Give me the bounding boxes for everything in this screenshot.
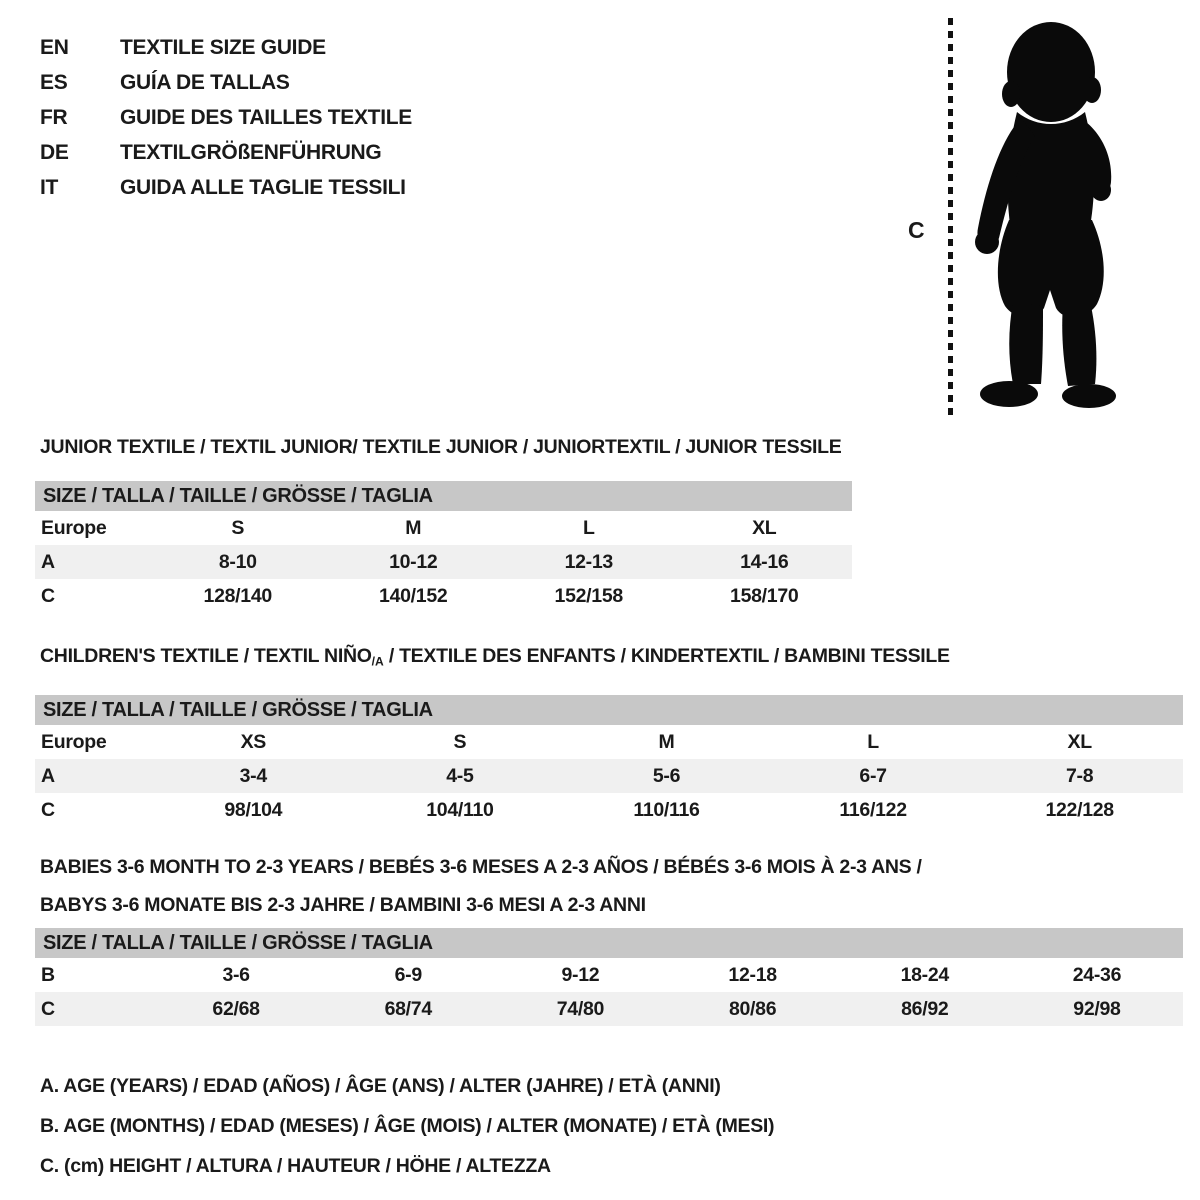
size-cell: L	[867, 731, 879, 754]
height-cell: 68/74	[384, 998, 432, 1020]
size-cell: S	[453, 731, 467, 754]
row-label: Europe	[41, 731, 107, 754]
age-months-cell: 12-18	[728, 964, 777, 986]
guide-title: GUIDA ALLE TAGLIE TESSILI	[120, 176, 406, 199]
table-row	[35, 958, 1183, 992]
table-row	[35, 725, 1183, 759]
height-cell: 110/116	[633, 799, 700, 822]
footnote-age-years: A. AGE (YEARS) / EDAD (AÑOS) / ÂGE (ANS) / ALTER (JAHRE) / ETÀ (ANNI)	[40, 1075, 721, 1097]
heading-line-2: BABYS 3-6 MONATE BIS 2-3 JAHRE / BAMBINI 3-6 MESI A 2-3 ANNI	[40, 894, 646, 916]
babies-section-heading	[35, 848, 1183, 924]
age-cell: 14-16	[740, 551, 789, 573]
height-cell: 116/122	[839, 799, 907, 822]
heading-line-1: BABIES 3-6 MONTH TO 2-3 YEARS / BEBÉS 3-6 MESES A 2-3 AÑOS / BÉBÉS 3-6 MOIS À 2-3 ANS /	[40, 856, 922, 878]
height-cell: 62/68	[212, 998, 260, 1020]
junior-textile-section	[35, 435, 852, 613]
age-cell: 3-4	[239, 765, 267, 788]
size-band-header: SIZE / TALLA / TAILLE / GRÖSSE / TAGLIA	[35, 695, 1183, 725]
language-code: DE	[40, 141, 69, 164]
row-label: C	[41, 998, 55, 1020]
heading-subscript: /A	[371, 654, 384, 669]
toddler-silhouette-icon	[963, 14, 1145, 420]
age-months-cell: 24-36	[1072, 964, 1122, 986]
legend-footnotes	[40, 1066, 774, 1186]
age-cell: 10-12	[389, 551, 438, 573]
junior-section-heading: JUNIOR TEXTILE / TEXTIL JUNIOR/ TEXTILE JUNIOR / JUNIORTEXTIL / JUNIOR TESSILE	[40, 436, 842, 458]
age-cell: 6-7	[859, 765, 887, 788]
size-band-header: SIZE / TALLA / TAILLE / GRÖSSE / TAGLIA	[35, 928, 1183, 958]
height-measure-label: C	[908, 217, 925, 243]
language-row-fr	[40, 100, 412, 135]
childrens-section-heading	[35, 644, 1183, 674]
table-row	[35, 545, 852, 579]
footnote-height: C. (cm) HEIGHT / ALTURA / HAUTEUR / HÖHE / ALTEZZA	[40, 1155, 551, 1177]
language-row-de	[40, 135, 412, 170]
age-cell: 7-8	[1066, 765, 1094, 788]
height-cell: 128/140	[203, 585, 272, 607]
language-code: FR	[40, 106, 68, 129]
language-code: ES	[40, 71, 68, 94]
table-row	[35, 579, 852, 613]
size-cell: S	[231, 517, 245, 539]
height-cell: 122/128	[1045, 799, 1114, 822]
age-months-cell: 3-6	[222, 964, 250, 986]
row-label: C	[41, 585, 55, 607]
row-label: A	[41, 765, 55, 788]
height-cell: 158/170	[730, 585, 799, 607]
heading-text: / TEXTILE DES ENFANTS / KINDERTEXTIL / BAMBINI TESSILE	[383, 645, 950, 667]
age-cell: 4-5	[446, 765, 474, 788]
row-label: C	[41, 799, 55, 822]
language-row-es	[40, 65, 412, 100]
table-row	[35, 511, 852, 545]
height-cell: 98/104	[224, 799, 283, 822]
size-cell: M	[405, 517, 422, 539]
age-cell: 5-6	[652, 765, 681, 788]
height-cell: 104/110	[426, 799, 494, 822]
size-cell: XL	[752, 517, 777, 539]
childrens-textile-section	[35, 644, 1183, 827]
age-cell: 8-10	[218, 551, 257, 573]
height-cell: 86/92	[901, 998, 949, 1020]
size-band-header: SIZE / TALLA / TAILLE / GRÖSSE / TAGLIA	[35, 481, 852, 511]
height-cell: 74/80	[556, 998, 605, 1020]
language-code: IT	[40, 176, 59, 199]
guide-title: TEXTILE SIZE GUIDE	[120, 36, 326, 59]
language-row-en	[40, 30, 412, 65]
language-row-it	[40, 170, 412, 205]
footnote-age-months: B. AGE (MONTHS) / EDAD (MESES) / ÂGE (MOIS) / ALTER (MONATE) / ETÀ (MESI)	[40, 1115, 775, 1137]
babies-textile-section	[35, 848, 1183, 1026]
height-dashed-line	[948, 18, 953, 418]
guide-title: GUÍA DE TALLAS	[120, 71, 290, 94]
table-row	[35, 793, 1183, 827]
age-months-cell: 18-24	[900, 964, 949, 986]
age-cell: 12-13	[564, 551, 613, 573]
size-cell: XL	[1067, 731, 1092, 754]
size-cell: L	[582, 517, 595, 539]
language-code: EN	[40, 36, 69, 59]
heading-text: CHILDREN'S TEXTILE / TEXTIL NIÑO	[40, 645, 372, 667]
row-label: A	[41, 551, 55, 573]
table-row	[35, 759, 1183, 793]
size-cell: XS	[240, 731, 266, 754]
height-cell: 80/86	[728, 998, 777, 1020]
table-row	[35, 992, 1183, 1026]
size-cell: M	[658, 731, 675, 754]
row-label: B	[41, 964, 55, 986]
age-months-cell: 9-12	[561, 964, 600, 986]
language-header	[40, 30, 412, 205]
row-label: Europe	[41, 517, 107, 539]
age-months-cell: 6-9	[394, 964, 422, 986]
guide-title: TEXTILGRÖßENFÜHRUNG	[120, 141, 382, 164]
height-cell: 92/98	[1073, 998, 1121, 1020]
guide-title: GUIDE DES TAILLES TEXTILE	[120, 106, 412, 129]
height-cell: 140/152	[379, 585, 448, 607]
height-cell: 152/158	[554, 585, 623, 607]
